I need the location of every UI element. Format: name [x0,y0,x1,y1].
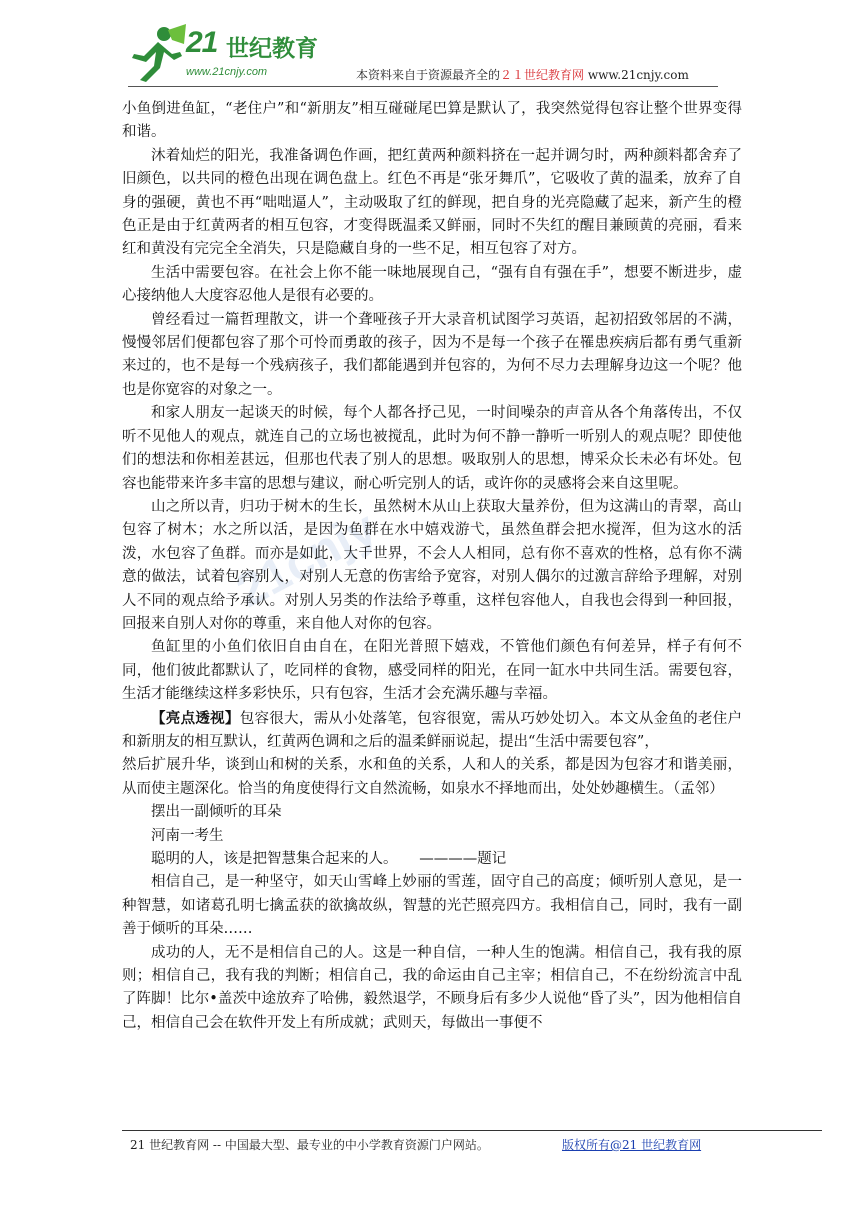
footer-divider [122,1130,822,1131]
header-source-line [356,66,689,83]
paragraph: 相信自己，是一种坚守，如天山雪峰上妙丽的雪莲，固守自己的高度；倾听别人意见，是一种智慧，如诸葛孔明七擒孟获的欲擒故纵，智慧的光芒照亮四方。我相信自己，同时，我有一副善于倾听的耳朵…… [122,874,742,938]
paragraph: 和家人朋友一起谈天的时候，每个人都各抒己见，一时间噪杂的声音从各个角落传出，不仅听不见他人的观点，就连自己的立场也被搅乱，此时为何不静一静听一听别人的观点呢？即使他们的想法和你相差甚远，但那也代表了别人的思想。吸取别人的思想，博采众长未必有坏处。包容也能带来许多丰富的思想与建议，耐心听完别人的话，或许你的灵感将会来自这里呢。 [122,405,742,492]
footer-text: 21 世纪教育网 -- 中国最大型、最专业的中小学教育资源门户网站。 [130,1138,489,1152]
source-url[interactable]: www.21cnjy.com [587,68,689,82]
logo-number: 21 [186,26,218,59]
paragraph: 山之所以青，归功于树木的生长，虽然树木从山上获取大量养份，但为这满山的青翠，高山包容了树木；水之所以活，是因为鱼群在水中嬉戏游弋，虽然鱼群会把水搅浑，但为这水的活泼，水包容了鱼群。而亦是如此，大千世界，不会人人相同，总有你不喜欢的性格，总有你不满意的做法，试着包容别人，对别人无意的伤害给予宽容，对别人偶尔的过激言辞给予理解，对别人不同的观点给予承认。对别人另类的作法给予尊重，这样包容他人，自我也会得到一种回报，回报来自别人对你的尊重，来自他人对你的包容。 [122,498,742,632]
essay-epigraph: 聪明的人，该是把智慧集合起来的人。 ————题记 [151,851,507,867]
source-prefix: 本资料来自于资源最齐全的 [356,68,501,82]
paragraph: 曾经看过一篇哲理散文，讲一个聋哑孩子开大录音机试图学习英语，起初招致邻居的不满，慢慢邻居们便都包容了那个可怜而勇敢的孩子，因为不是每一个孩子在罹患疾病后都有勇气重新来过的，也不是每一个残病孩子，我们都能遇到并包容的，为何不尽力去理解身边这一个呢？他也是你宽容的对象之一。 [122,311,742,398]
highlight-text: 包容很大，需从小处落笔，包容很宽，需从巧妙处切入。本文从金鱼的老住户和新朋友的相互默认，红黄两色调和之后的温柔鲜丽说起，提出“生活中需要包容”， [122,710,743,750]
essay-title: 摆出一副倾听的耳朵 [151,804,282,821]
paragraph: 沐着灿烂的阳光，我准备调色作画，把红黄两种颜料挤在一起并调匀时，两种颜料都舍弃了旧颜色，以共同的橙色出现在调色盘上。红色不再是“张牙舞爪”，它吸收了黄的温柔，放弃了自身的强硬，黄也不再“咄咄逼人”，主动吸取了红的鲜现，把自身的光亮隐藏了起来，新产生的橙色正是由于红黄两者的相互包容，才变得既温柔又鲜丽，同时不失红的醒目兼顾黄的亮丽，看来红和黄没有完完全全消失，只是隐藏自身的一些不足，相互包容了对方。 [122,147,742,258]
logo-url: www.21cnjy.com [186,66,268,78]
watermark: 21cnjy [228,501,385,619]
source-accent: ２１世纪教育网 [500,68,585,82]
header-divider [128,86,718,87]
continuation-paragraph: 然后扩展升华，谈到山和树的关系，水和鱼的关系，人和人的关系，都是因为包容才和谐美丽，从而使主题深化。恰当的角度使得行文自然流畅，如泉水不择地而出，处处妙趣横生。（孟邻） [122,757,742,797]
page-header [0,0,860,92]
paragraph: 成功的人，无不是相信自己的人。这是一种自信，一种人生的饱满。相信自己，我有我的原则；相信自己，我有我的判断；相信自己，我的命运由自己主宰；相信自己，不在纷纷流言中乱了阵脚！比尔•盖茨中途放弃了哈佛，毅然退学，不顾身后有多少人说他“昏了头”，因为他相信自己，相信自己会在软件开发上有所成就；武则天，每做出一事便不 [122,944,742,1031]
paragraph: 生活中需要包容。在社会上你不能一味地展现自己，“强有自有强在手”，想要不断进步，虚心接纳他人大度容忍他人是很有必要的。 [122,264,742,305]
highlight-paragraph [122,707,742,755]
highlight-label: 【亮点透视】 [151,709,240,727]
paragraph: 小鱼倒进鱼缸，“老住户”和“新朋友”相互碰碰尾巴算是默认了，我突然觉得包容让整个世界变得和谐。 [122,101,742,141]
runner-logo-icon [128,22,190,84]
copyright-link[interactable]: 版权所有@21 世纪教育网 [562,1138,702,1152]
essay-author: 河南一考生 [151,827,224,844]
site-logo[interactable] [128,22,333,84]
logo-text: 世纪教育 [226,36,318,62]
document-body [122,98,742,1035]
paragraph: 鱼缸里的小鱼们依旧自由自在，在阳光普照下嬉戏，不管他们颜色有何差异，样子有何不同，他们彼此都默认了，吃同样的食物，感受同样的阳光，在同一缸水中共同生活。需要包容，生活才能继续这样多彩快乐，只有包容，生活才会充满乐趣与幸福。 [122,639,742,703]
